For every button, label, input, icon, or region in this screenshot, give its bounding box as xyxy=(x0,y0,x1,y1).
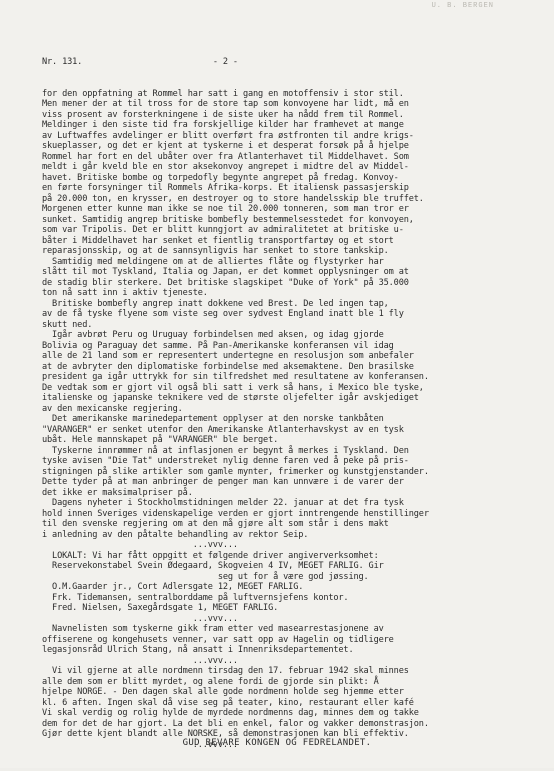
text-line: Navnelisten som tyskerne gikk fram etter ved masearrestasjonene av xyxy=(42,624,384,634)
text-line: Gjør dette kjent blandt alle NORSKE, så demonstrasjonen kan bli effektiv. xyxy=(42,729,409,739)
text-line: Igår avbrøt Peru og Uruguay forbindelsen med aksen, og idag gjorde xyxy=(42,330,384,340)
typed-text-body xyxy=(42,36,542,771)
text-line: Det amerikanske marinedepartement opplyser at den norske tankbåten xyxy=(42,414,384,424)
text-line: meldt i går kveld ble en stor aksekonvoy angrepet i midtre del av Middel- xyxy=(42,162,409,172)
text-line: av Luftwaffes avdelinger er blitt overført fra østfronten til andre krigs- xyxy=(42,130,414,141)
text-line: Reservekonstabel Svein Ødegaard, Skogveien 4 IV, MEGET FARLIG. Gir xyxy=(42,561,384,571)
text-line: i anledning av den påtalte behandling av rektor Seip. xyxy=(42,529,309,540)
text-line: båter i Middelhavet har senket et fientlig transportfartøy og et stort xyxy=(42,235,394,246)
text-line: for den oppfatning at Rommel har satt i gang en motoffensiv i stor stil. xyxy=(42,88,404,99)
text-line: det ikke er maksimalpriser på. xyxy=(42,487,193,498)
text-line: De vedtak som er gjort vil også bli satt i verk så hans, i Mexico ble tyske, xyxy=(42,382,424,393)
text-line: hold innen Sveriges videnskapelige verden er gjort inntrengende henstillinger xyxy=(42,508,429,519)
text-line: Britiske bombefly angrep inatt dokkene ved Brest. De led ingen tap, xyxy=(42,298,389,309)
header-line xyxy=(42,57,542,68)
text-line: viss prosent av forsterkningene i de siste uker ha nådd frem til Rommel. xyxy=(42,109,404,120)
text-line: som var Tripolis. Det er blitt kunngjort av admiralitetet at britiske u- xyxy=(42,225,404,235)
closing-slogan: GUD BEVARE KONGEN OG FEDRELANDET. xyxy=(182,738,372,748)
text-line: Fred. Nielsen, Saxegårdsgate 1, MEGET FARLIG. xyxy=(42,603,279,613)
text-line: president ga igår uttrykk for sin tilfredshet med resultatene av konferansen. xyxy=(42,372,429,382)
text-line: seg ut for å være god jøssing. xyxy=(42,571,369,582)
text-line: Men mener der at til tross for de store tap som konvoyene har lidt, må en xyxy=(42,99,409,109)
text-line: ...vvv... xyxy=(42,739,238,750)
text-line: av den mexicanske regjering. xyxy=(42,403,183,414)
text-line: LOKALT: Vi har fått oppgitt et følgende driver angiververksomhet: xyxy=(42,550,379,561)
text-line: en førte forsyninger til Rommels Afrika-korps. Et italiensk passasjerskip xyxy=(42,183,409,193)
text-line: av de få tyske flyene som viste seg over sydvest England inatt ble 1 fly xyxy=(42,309,404,319)
text-line: på 20.000 ton, en krysser, en destroyer og to store handelsskip ble truffet. xyxy=(42,193,424,204)
text-line: ...vvv... xyxy=(42,540,238,550)
text-line: reparasjonsskip, og at de sannsynligvis har senket to store tankskip. xyxy=(42,246,389,256)
text-line: dem for det de har gjort. La det bli en enkel, falor og vakker demonstrasjon. xyxy=(42,718,429,729)
text-line: italienske og japanske teknikere ved de største oljefelter igår avskjediget xyxy=(42,393,419,403)
text-line: slått til mot Tyskland, Italia og Japan, er det kommet opplysninger om at xyxy=(42,267,409,277)
text-line: Vi vil gjerne at alle nordmenn tirsdag den 17. februar 1942 skal minnes xyxy=(42,666,409,676)
text-line: Rommel har fort en del ubåter over fra Atlanterhavet til Middelhavet. Som xyxy=(42,151,409,162)
text-line: ...vvv... xyxy=(42,613,238,624)
text-line: Dette tyder på at man anbringer de penger man kan unnvære i de varer der xyxy=(42,477,404,487)
text-line: ubåt. Hele mannskapet på "VARANGER" ble berget. xyxy=(42,435,279,445)
text-line: Bolivia og Paraguay det samme. På Pan-Amerikanske konferansen vil idag xyxy=(42,340,394,351)
text-line: Morgenen etter kunne man ikke se noe til 20.000 tonneren, som man tror er xyxy=(42,204,409,214)
text-line: Dagens nyheter i Stockholmstidningen melder 22. januar at det fra tysk xyxy=(42,498,404,508)
page-marker: - 2 - xyxy=(212,57,238,67)
text-line: hjelpe NORGE. - Den dagen skal alle gode nordmenn holde seg hjemme etter xyxy=(42,687,404,697)
text-line: offiserene og kongehusets venner, var satt opp av Hagelin og tidligere xyxy=(42,634,394,645)
text-line: at de avbryter den diplomatiske forbindelse med aksemaktene. Den brasilske xyxy=(42,361,414,372)
issue-number: Nr. 131. xyxy=(42,57,83,67)
text-line: Vi skal verdig og rolig hylde de myrdede nordmenns dag, minnes dem og takke xyxy=(42,708,419,718)
text-line: alle de 21 land som er representert undertegne en resolusjon som anbefaler xyxy=(42,351,414,361)
text-line: Tyskerne innrømmer nå at inflasjonen er begynt å merkes i Tyskland. Den xyxy=(42,445,409,456)
text-line: havet. Britiske bombe og torpedofly begynte angrepet på fredag. Konvoy- xyxy=(42,172,399,183)
text-line: legasjonsråd Ulrich Stang, nå ansatt i Innenriksdepartementet. xyxy=(42,645,354,655)
text-line: skutt ned. xyxy=(42,319,93,330)
text-line: ton nå satt inn i aktiv tjeneste. xyxy=(42,288,208,298)
text-line: sunket. Samtidig angrep britiske bombefly bestemmelsesstedet for konvoyen, xyxy=(42,214,414,225)
text-line: O.M.Gaarder jr., Cort Adlersgate 12, MEGET FARLIG. xyxy=(42,582,304,592)
text-line: skueplasser, og det er kjent at tyskerne i et desperat forsøk på å hjelpe xyxy=(42,141,409,151)
library-stamp: U. B. BERGEN xyxy=(431,2,494,10)
text-line: til den svenske regjering om at den må gjøre alt som står i dens makt xyxy=(42,519,389,529)
text-line: alle dem som er blitt myrdet, og alene fordi de gjorde sin plikt: Å xyxy=(42,676,379,687)
text-line: kl. 6 aften. Ingen skal då vise seg på teater, kino, restaurant eller kafé xyxy=(42,697,414,708)
text-line: Samtidig med meldingene om at de alliertes flåte og flystyrker har xyxy=(42,256,384,267)
text-line: ...vvv... xyxy=(42,655,238,666)
text-line: Meldinger i den siste tid fra forskjellige kilder har framhevet at mange xyxy=(42,120,404,130)
text-line: tyske avisen "Die Tat" understreket nylig denne faren ved å peke på pris- xyxy=(42,456,409,466)
text-line: de stadig blir sterkere. Det britiske slagskipet "Duke of York" på 35.000 xyxy=(42,277,409,288)
text-line: "VARANGER" er senket utenfor den Amerikanske Atlanterhavskyst av en tysk xyxy=(42,424,404,435)
text-line: stigningen på slike artikler som gamle mynter, frimerker og kunstgjenstander. xyxy=(42,466,429,477)
text-line: Frk. Tidemansen, sentralborddame på luftvernsjefens kontor. xyxy=(42,592,349,603)
bulletin-lines xyxy=(42,89,542,751)
